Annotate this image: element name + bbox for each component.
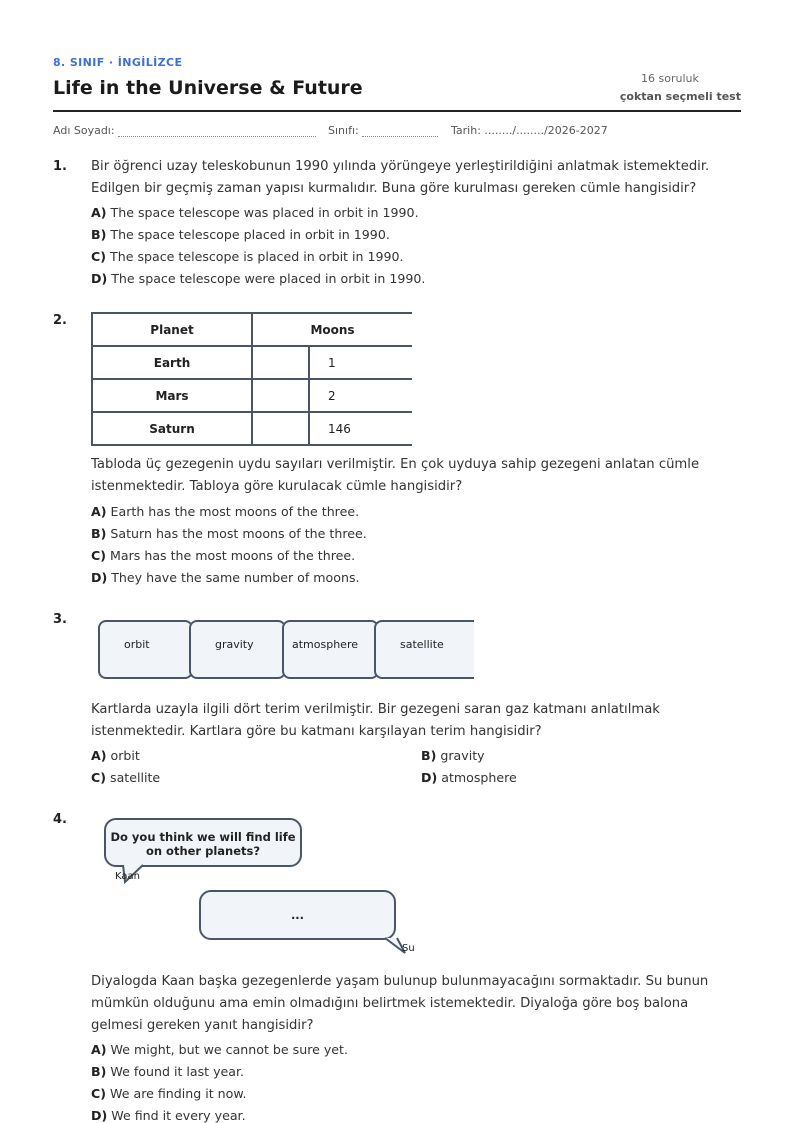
option-text: The space telescope were placed in orbit in 1990.	[111, 271, 426, 286]
option-letter: D)	[91, 271, 108, 286]
option-d[interactable]	[91, 569, 360, 587]
moons-cell: 2	[309, 379, 412, 412]
option-letter: A)	[91, 748, 107, 763]
option-letter: B)	[421, 748, 437, 763]
planet-cell: Saturn	[92, 412, 252, 445]
option-text: We found it last year.	[110, 1064, 245, 1079]
moons-cell: 1	[309, 346, 412, 379]
option-b[interactable]	[91, 226, 390, 244]
name-label: Adı Soyadı:	[53, 124, 115, 137]
table-row	[92, 379, 412, 412]
option-letter: A)	[91, 1042, 107, 1057]
option-letter: D)	[91, 570, 108, 585]
option-text: Earth has the most moons of the three.	[110, 504, 360, 519]
speaker-kaan: Kaan	[115, 871, 140, 882]
option-letter: C)	[91, 770, 106, 785]
option-a[interactable]	[91, 503, 359, 521]
option-letter: B)	[91, 227, 107, 242]
option-text: satellite	[110, 770, 161, 785]
speaker-su: Su	[402, 943, 415, 954]
option-letter: B)	[91, 526, 107, 541]
option-b[interactable]	[91, 1063, 244, 1081]
question-text: Tabloda üç gezegenin uydu sayıları verilmiştir. En çok uyduya sahip gezegeni anlatan cümle istenmektedir. Tabloya göre kurulacak cümle hangisidir?	[91, 457, 700, 494]
question-number: 2.	[53, 313, 67, 328]
moons-cell: 146	[309, 412, 412, 445]
table-header-planet: Planet	[92, 313, 252, 346]
option-b[interactable]	[91, 525, 367, 543]
option-text: atmosphere	[441, 770, 517, 785]
term-card: satellite	[374, 620, 474, 679]
option-text: orbit	[110, 748, 140, 763]
class-field[interactable]	[328, 124, 438, 137]
option-text: We find it every year.	[111, 1108, 246, 1123]
term-card: orbit	[98, 620, 193, 679]
option-d[interactable]	[91, 1107, 246, 1123]
option-text: Saturn has the most moons of the three.	[110, 526, 367, 541]
option-text: They have the same number of moons.	[111, 570, 360, 585]
empty-cell	[252, 379, 309, 412]
name-field[interactable]	[53, 124, 316, 137]
question-number: 3.	[53, 612, 67, 627]
option-letter: D)	[421, 770, 438, 785]
empty-cell	[252, 412, 309, 445]
speech-bubble-kaan	[104, 818, 302, 867]
table-header-row	[92, 313, 412, 346]
option-b[interactable]	[421, 747, 485, 765]
term-cards	[98, 620, 470, 680]
option-c[interactable]	[91, 1085, 247, 1103]
question-text: Kartlarda uzayla ilgili dört terim verilmiştir. Bir gezegeni saran gaz katmanı anlatılmak istenmektedir. Kartlara göre bu katmanı karşılayan terim hangisidir?	[91, 702, 660, 739]
option-d[interactable]	[421, 769, 517, 787]
option-text: The space telescope placed in orbit in 1990.	[110, 227, 390, 242]
date-field: Tarih: ......../......../2026-2027	[451, 124, 608, 137]
class-label: Sınıfı:	[328, 124, 359, 137]
planet-cell: Earth	[92, 346, 252, 379]
option-c[interactable]	[91, 769, 160, 787]
bubble-line-1: Do you think we will find life	[110, 830, 296, 844]
option-a[interactable]	[91, 747, 140, 765]
option-text: Mars has the most moons of the three.	[110, 548, 356, 563]
planet-cell: Mars	[92, 379, 252, 412]
empty-cell	[252, 346, 309, 379]
header-divider	[53, 110, 741, 112]
option-letter: C)	[91, 1086, 106, 1101]
student-info-row	[53, 124, 741, 140]
option-a[interactable]	[91, 1041, 348, 1059]
option-text: We might, but we cannot be sure yet.	[110, 1042, 348, 1057]
option-text: gravity	[440, 748, 485, 763]
option-letter: C)	[91, 548, 106, 563]
option-letter: C)	[91, 249, 106, 264]
grade-subject-label: 8. SINIF · İNGİLİZCE	[53, 56, 183, 69]
table-header-moons: Moons	[252, 313, 412, 346]
option-letter: A)	[91, 205, 107, 220]
option-c[interactable]	[91, 547, 355, 565]
table-row	[92, 346, 412, 379]
option-text: The space telescope is placed in orbit in 1990.	[110, 249, 404, 264]
option-text: We are finding it now.	[110, 1086, 247, 1101]
moons-table	[91, 312, 412, 446]
option-d[interactable]	[91, 270, 425, 288]
option-letter: B)	[91, 1064, 107, 1079]
question-text: Bir öğrenci uzay teleskobunun 1990 yılında yörüngeye yerleştirildiğini anlatmak istemektedir. Edilgen bir geçmiş zaman yapısı kurmalıdır. Buna göre kurulması gereken cümle hangisidir?	[91, 159, 710, 196]
empty-reply: ...	[290, 908, 305, 922]
option-text: The space telescope was placed in orbit in 1990.	[110, 205, 419, 220]
test-type: çoktan seçmeli test	[619, 90, 741, 103]
question-number: 4.	[53, 812, 67, 827]
speech-bubble-su[interactable]	[199, 890, 396, 940]
option-c[interactable]	[91, 248, 404, 266]
term-card: atmosphere	[282, 620, 379, 679]
bubble-line-2: on other planets?	[145, 844, 261, 858]
table-row	[92, 412, 412, 445]
question-text: Diyalogda Kaan başka gezegenlerde yaşam bulunup bulunmayacağını sormaktadır. Su bunun mümkün olduğunu ama emin olmadığını belirtmek istemektedir. Diyaloğa göre boş balona gelmesi gereken yanıt hangisidir?	[91, 974, 709, 1033]
class-blank	[362, 127, 438, 137]
test-title: Life in the Universe & Future	[53, 77, 363, 99]
option-letter: D)	[91, 1108, 108, 1123]
name-blank	[118, 127, 316, 137]
option-a[interactable]	[91, 204, 419, 222]
option-letter: A)	[91, 504, 107, 519]
term-card: gravity	[189, 620, 286, 679]
question-count-text: 16 soruluk	[641, 72, 699, 85]
question-number: 1.	[53, 159, 67, 174]
